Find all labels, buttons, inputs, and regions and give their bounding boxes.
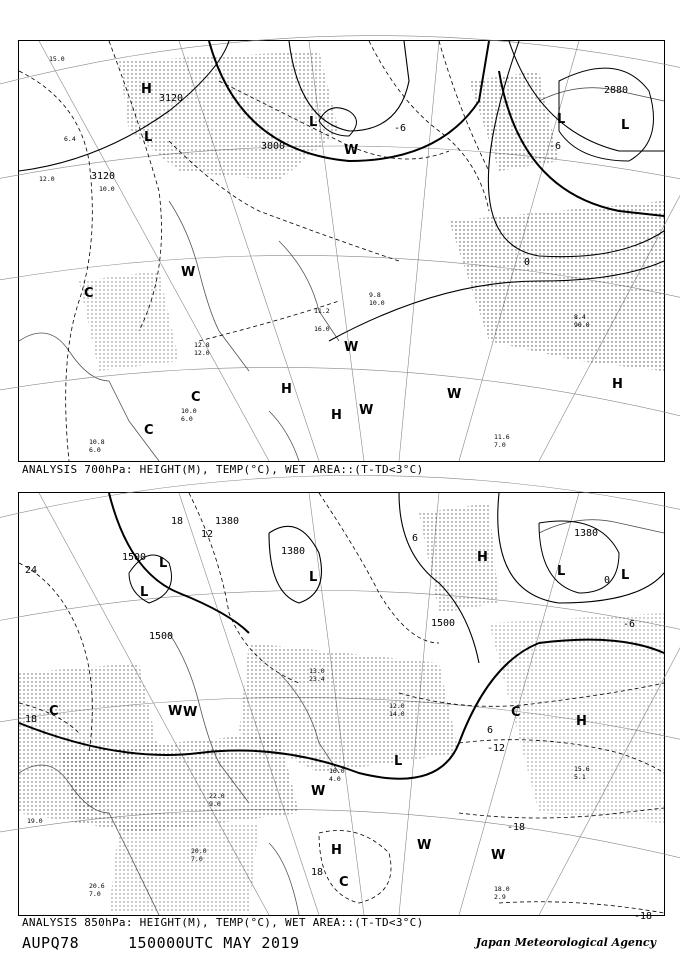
warm-marker: W: [417, 838, 432, 853]
map-850hpa: [19, 493, 664, 922]
temp-label: 18: [171, 516, 184, 527]
high-marker: H: [612, 377, 623, 392]
station-value: 7.0: [89, 890, 101, 898]
temp-label: 6: [487, 725, 494, 736]
station-value: 6.0: [89, 446, 101, 454]
height-label: 3120: [159, 93, 184, 104]
low-marker: L: [140, 585, 149, 600]
warm-marker: W: [344, 143, 359, 158]
height-label: 3000: [261, 141, 286, 152]
temp-label: -6: [394, 123, 407, 134]
station-value: 22.0: [209, 792, 225, 800]
chart-700hpa: [18, 40, 665, 462]
low-marker: L: [621, 118, 630, 133]
height-label: 1500: [149, 631, 174, 642]
high-marker: H: [477, 550, 488, 565]
height-label: 1380: [281, 546, 306, 557]
temp-label: 0: [604, 575, 611, 586]
height-label: 3120: [91, 171, 116, 182]
valid-time: 150000UTC MAY 2019: [128, 934, 300, 952]
station-value: 12.0: [39, 175, 55, 183]
height-label: 1500: [431, 618, 456, 629]
temp-label: 18: [311, 867, 324, 878]
warm-marker: W: [344, 340, 359, 355]
caption-850hpa: ANALYSIS 850hPa: HEIGHT(M), TEMP(°C), WET AREA::(T-TD<3°C): [22, 916, 424, 929]
height-label: 1500: [122, 552, 147, 563]
temp-label: -6: [623, 619, 636, 630]
height-label: 2880: [604, 85, 629, 96]
station-value: 8.4: [574, 313, 586, 321]
low-marker: L: [309, 115, 318, 130]
station-value: 7.0: [191, 855, 203, 863]
station-value: 10.0: [99, 185, 115, 193]
station-value: 14.0: [389, 710, 405, 718]
height-label: 1380: [215, 516, 240, 527]
station-value: 7.0: [494, 441, 506, 449]
station-value: 11.2: [314, 307, 330, 315]
station-value: 10.0: [369, 299, 385, 307]
high-marker: H: [141, 82, 152, 97]
warm-marker: W: [311, 784, 326, 799]
warm-marker: W: [181, 265, 196, 280]
station-value: 5.1: [574, 773, 586, 781]
station-value: 16.0: [314, 325, 330, 333]
station-value: 10.8: [89, 438, 105, 446]
cold-marker: C: [144, 423, 154, 438]
agency-credit: Japan Meteorological Agency: [475, 936, 656, 949]
warm-marker: W: [359, 403, 374, 418]
station-value: 16.0: [329, 767, 345, 775]
height-label: 1380: [574, 528, 599, 539]
warm-marker: W: [447, 387, 462, 402]
low-marker: L: [309, 570, 318, 585]
temp-label: -12: [487, 743, 506, 754]
station-value: 12.0: [194, 349, 210, 357]
low-marker: L: [557, 112, 566, 127]
station-value: 11.6: [494, 433, 510, 441]
station-value: 12.8: [194, 341, 210, 349]
warm-marker: W: [168, 704, 183, 719]
low-marker: L: [159, 556, 168, 571]
station-value: 9.8: [369, 291, 381, 299]
low-marker: L: [144, 130, 153, 145]
chart-850hpa: [18, 492, 665, 922]
high-marker: H: [331, 408, 342, 423]
cold-marker: C: [511, 705, 521, 720]
cold-marker: C: [49, 704, 59, 719]
warm-marker: W: [491, 848, 506, 863]
low-marker: L: [621, 568, 630, 583]
station-value: 18.0: [494, 885, 510, 893]
bulletin-code: AUPQ78: [22, 934, 80, 952]
temp-label: 0: [524, 257, 531, 268]
temp-label: -18: [507, 822, 526, 833]
station-value: 15.0: [49, 55, 65, 63]
temp-label: -6: [549, 141, 562, 152]
station-value: 23.4: [309, 675, 325, 683]
cold-marker: C: [339, 875, 349, 890]
high-marker: H: [331, 843, 342, 858]
caption-700hpa: ANALYSIS 700hPa: HEIGHT(M), TEMP(°C), WET AREA::(T-TD<3°C): [22, 463, 424, 476]
cold-marker: C: [84, 286, 94, 301]
station-value: 13.0: [309, 667, 325, 675]
station-value: 12.0: [389, 702, 405, 710]
cold-marker: C: [191, 390, 201, 405]
low-marker: L: [394, 754, 403, 769]
temp-label: 24: [25, 565, 38, 576]
low-marker: L: [557, 564, 566, 579]
temp-label: -18: [634, 911, 653, 922]
temp-label: 18: [25, 714, 38, 725]
high-marker: H: [576, 714, 587, 729]
station-value: 20.0: [191, 847, 207, 855]
station-value: 90.0: [574, 321, 590, 329]
station-value: 4.0: [329, 775, 341, 783]
station-value: 6.4: [64, 135, 76, 143]
high-marker: H: [281, 382, 292, 397]
station-value: 9.0: [209, 800, 221, 808]
station-value: 2.9: [494, 893, 506, 901]
temp-label: 6: [412, 533, 419, 544]
station-value: 15.6: [574, 765, 590, 773]
map-700hpa: [19, 41, 664, 461]
temp-label: 12: [201, 529, 214, 540]
station-value: 6.0: [181, 415, 193, 423]
station-value: 10.0: [181, 407, 197, 415]
warm-marker: W: [183, 705, 198, 720]
station-value: 19.0: [27, 817, 43, 825]
station-value: 20.6: [89, 882, 105, 890]
